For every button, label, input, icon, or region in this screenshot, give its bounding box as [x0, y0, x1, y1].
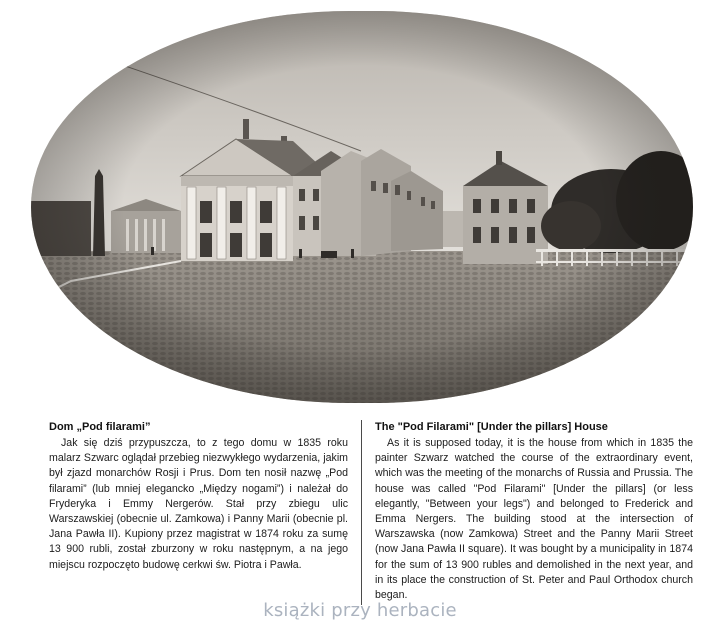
- watermark-text: książki przy herbacie: [263, 600, 457, 621]
- historical-street-photo-icon: [31, 11, 693, 403]
- article-polish-body: Jak się dziś przypuszcza, to z tego domu w 1835 roku malarz Szwarc oglądał przebieg niezwykłego wydarzenia, jakim był zjazd monarchów Rosji i Prus. Dom ten nosił nazwę „Pod filarami” (lub mniej elegancko „Między nogami”) i należał do Fryderyka i Emmy Nergerów. Stał przy zbiegu ulic Warszawskiej (obecnie ul. Zamkowa) i Panny Marii (obecnie pl. Jana Pawła II). Kupiony przez magistrat w 1874 roku za sumę 13 900 rubli, został zburzony w roku następnym, a na jego miejscu rozpoczęto budowę cerkwi św. Piotra i Pawła.: [49, 437, 348, 571]
- article-polish: [49, 420, 348, 573]
- article-english: [375, 420, 693, 603]
- historical-photo: [31, 11, 693, 403]
- article-polish-title: Dom „Pod filarami”: [49, 421, 151, 433]
- article-english-body: As it is supposed today, it is the house from which in 1835 the painter Szwarz watched the course of the extraordinary event, which was the meeting of the monarchs of Russia and Prussia. The house was called "Pod Filarami" [Under the pillars] (or less elegantly, "Between your legs") and belonged to Frederick and Emma Nergers. The building stood at the intersection of Warszawska (now Zamkowa) Street and the Panny Marii Street (now Jana Pawła II square). It was bought by a municipality in 1874 for the sum of 13 900 rubles and demolished in the next year, and in its place the construction of St. Peter and Paul Orthodox church began.: [375, 437, 693, 602]
- column-divider: [361, 420, 362, 605]
- article-english-title: The "Pod Filarami" [Under the pillars] House: [375, 421, 608, 433]
- article-columns: [0, 420, 720, 620]
